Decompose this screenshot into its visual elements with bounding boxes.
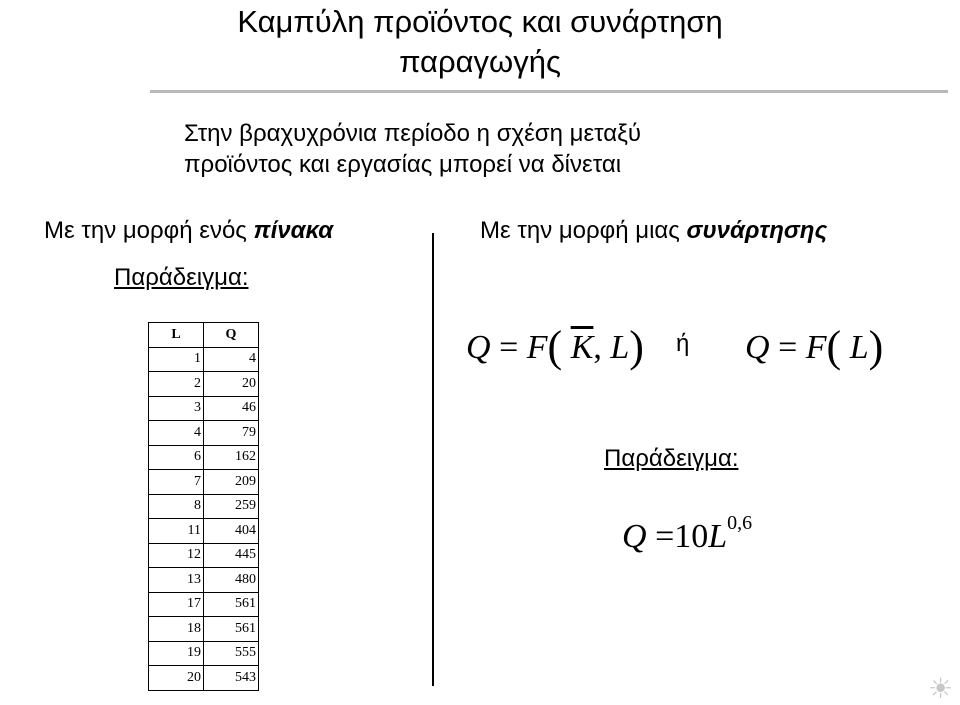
table-row — [149, 347, 259, 372]
f2-fn: F — [805, 329, 827, 366]
intro-text — [184, 118, 641, 180]
table-row — [149, 617, 259, 642]
table-row — [149, 568, 259, 593]
table-row — [149, 372, 259, 397]
column-divider — [432, 233, 434, 686]
f3-var: L — [708, 518, 728, 555]
cell-L: 13 — [149, 568, 204, 593]
f1-fn: F — [526, 329, 548, 366]
cell-Q: 555 — [204, 641, 259, 666]
cell-Q: 209 — [204, 470, 259, 495]
f3-coef: 10 — [674, 518, 709, 555]
title-line-1: Καμπύλη προϊόντος και συνάρτηση — [237, 4, 723, 39]
function-form-prefix: Με την μορφή μιας — [480, 217, 687, 244]
page-title — [0, 2, 960, 82]
cell-Q: 480 — [204, 568, 259, 593]
table-row — [149, 519, 259, 544]
f1-arg-capital: $\overline{K}$ — [570, 329, 594, 366]
table-header-row — [149, 323, 259, 348]
cell-L: 19 — [149, 641, 204, 666]
cell-L: 6 — [149, 445, 204, 470]
cell-Q: 79 — [204, 421, 259, 446]
intro-line-1: Στην βραχυχρόνια περίοδο η σχέση μεταξύ — [184, 120, 642, 147]
cell-L: 3 — [149, 396, 204, 421]
table-row — [149, 470, 259, 495]
table-form-heading — [44, 217, 333, 245]
cell-Q: 20 — [204, 372, 259, 397]
cell-L: 7 — [149, 470, 204, 495]
function-form-emphasis: συνάρτησης — [686, 217, 828, 244]
production-table — [148, 322, 259, 691]
cell-L: 1 — [149, 347, 204, 372]
f2-eq: = — [778, 329, 798, 366]
table-row — [149, 666, 259, 691]
table-row — [149, 445, 259, 470]
cell-L: 12 — [149, 543, 204, 568]
cell-Q: 4 — [204, 347, 259, 372]
cell-L: 8 — [149, 494, 204, 519]
f1-arg-labor: L — [610, 329, 630, 366]
cell-Q: 404 — [204, 519, 259, 544]
title-line-2: παραγωγής — [399, 44, 561, 79]
table-row — [149, 396, 259, 421]
cell-Q: 561 — [204, 617, 259, 642]
cell-L: 18 — [149, 617, 204, 642]
formula-one-input: Q = F( L) — [745, 322, 884, 371]
cell-Q: 445 — [204, 543, 259, 568]
table-row — [149, 543, 259, 568]
table-row — [149, 494, 259, 519]
example-label-left: Παράδειγμα: — [114, 264, 249, 291]
table-row — [149, 421, 259, 446]
function-form-heading — [480, 217, 827, 245]
cell-L: 17 — [149, 592, 204, 617]
table-form-emphasis: πίνακα — [253, 217, 334, 244]
header-Q: Q — [204, 323, 259, 348]
cell-Q: 561 — [204, 592, 259, 617]
formula-two-inputs: Q = F( $\overline{K}$, L) — [466, 322, 644, 371]
table-row — [149, 641, 259, 666]
table-body — [149, 347, 259, 690]
cell-Q: 46 — [204, 396, 259, 421]
table-row — [149, 592, 259, 617]
cell-L: 4 — [149, 421, 204, 446]
cell-Q: 162 — [204, 445, 259, 470]
f2-arg: L — [849, 329, 869, 366]
example-label-right: Παράδειγμα: — [604, 445, 739, 472]
f3-exp: 0,6 — [727, 512, 753, 534]
f3-eq: = — [655, 518, 675, 555]
cell-Q: 259 — [204, 494, 259, 519]
table-form-prefix: Με την μορφή ενός — [44, 217, 254, 244]
cell-L: 20 — [149, 666, 204, 691]
intro-line-2: προϊόντος και εργασίας μπορεί να δίνεται — [184, 151, 622, 178]
cell-L: 11 — [149, 519, 204, 544]
sun-icon: ☀ — [928, 673, 954, 704]
f1-lhs: Q — [466, 329, 491, 366]
f3-lhs: Q — [622, 518, 647, 555]
header-L: L — [149, 323, 204, 348]
f1-eq: = — [499, 329, 519, 366]
formula-example — [622, 512, 753, 556]
title-rule — [150, 90, 948, 93]
cell-Q: 543 — [204, 666, 259, 691]
or-text: ή — [676, 330, 690, 357]
cell-L: 2 — [149, 372, 204, 397]
f1-sep: , — [593, 329, 602, 366]
f2-lhs: Q — [745, 329, 770, 366]
